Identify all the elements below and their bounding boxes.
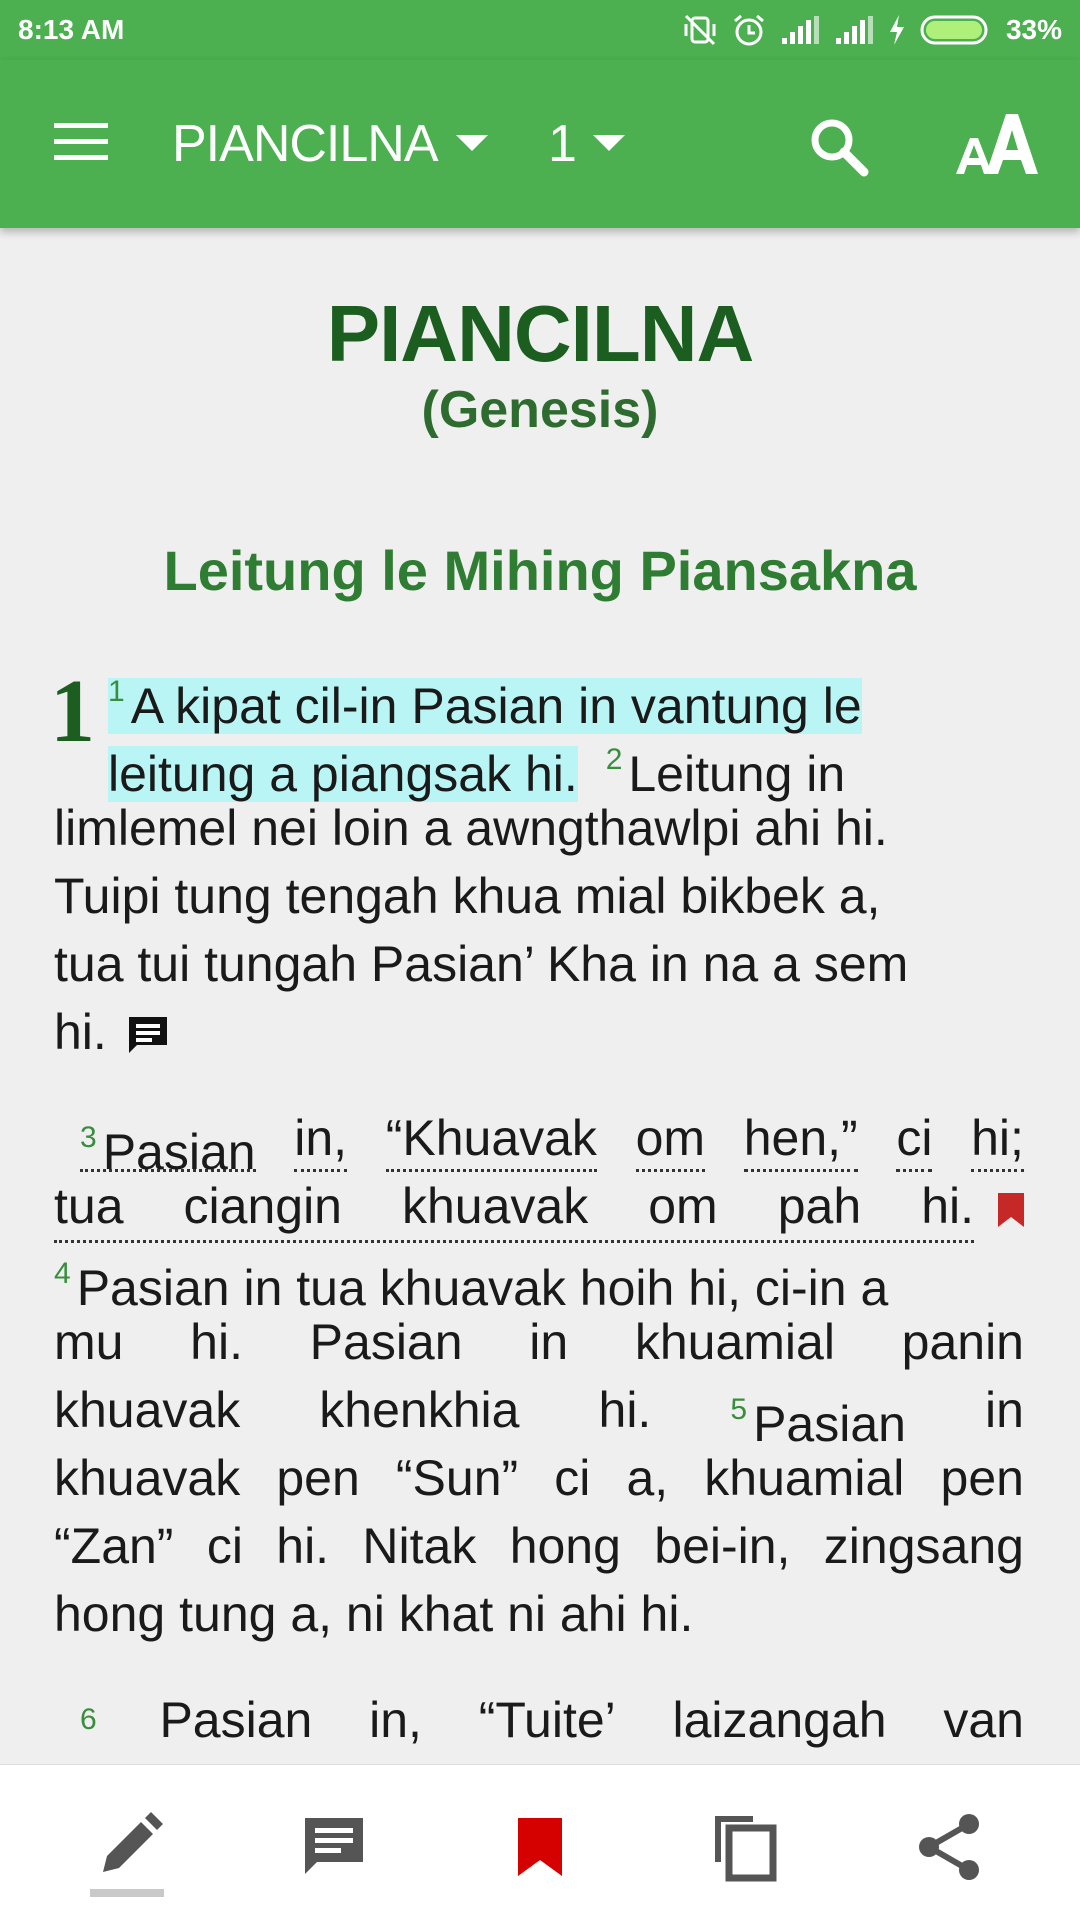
highlight-pen-icon [93, 1812, 163, 1882]
book-title: PIANCILNA [326, 289, 754, 378]
verse-word: “Sun” [395, 1450, 519, 1506]
charging-icon [888, 15, 906, 45]
verse-word: in, [294, 1104, 347, 1172]
dropdown-arrow-icon [593, 135, 625, 153]
verse-text: hi. [54, 1004, 107, 1060]
note-button[interactable] [292, 1805, 376, 1889]
copy-icon [709, 1812, 779, 1882]
signal-icon [834, 16, 874, 44]
verse-word: laizangah [672, 1692, 887, 1748]
verse-line[interactable] [54, 1376, 1024, 1452]
chapter-selector[interactable] [548, 112, 625, 176]
verse-text: $^4$ Pasian in tua khuavak hoih hi, ci-in a [54, 1257, 889, 1316]
verse-word: in [985, 1382, 1024, 1438]
verse-word: khuavak [402, 1178, 589, 1234]
verse-word: ci [206, 1518, 243, 1574]
verse-line[interactable]: limlemel nei loin a awngthawlpi ahi hi. [54, 800, 888, 856]
verse-word: hong [509, 1518, 621, 1574]
bookmark-icon[interactable] [996, 1178, 1026, 1246]
status-time: 8:13 AM [18, 14, 125, 45]
section-heading: Leitung le Mihing Piansakna [163, 539, 917, 602]
chapter-content[interactable] [0, 228, 1080, 1764]
verse-word: om [648, 1178, 718, 1234]
search-icon [806, 114, 870, 178]
book-subtitle: (Genesis) [421, 381, 659, 439]
text-size-button[interactable] [952, 108, 1042, 180]
copy-button[interactable] [702, 1805, 786, 1889]
verse-word: ci [554, 1450, 591, 1506]
verse-word: in, [369, 1692, 422, 1748]
verse-word: Pasian [159, 1692, 313, 1748]
verse-word: panin [901, 1314, 1024, 1370]
verse-segment [54, 1172, 974, 1243]
book-selector[interactable] [172, 112, 488, 176]
share-icon [915, 1812, 985, 1882]
verse-line[interactable]: tua tui tungah Pasian’ Kha in na a sem [54, 936, 909, 992]
verse-number: 5 [730, 1393, 748, 1426]
highlighted-verse-text[interactable]: leitung a piangsak hi. [108, 746, 578, 802]
verse-line[interactable] [54, 1172, 1024, 1240]
alarm-icon [732, 13, 766, 47]
app-bar [0, 60, 1080, 228]
verse-number: 4 [54, 1257, 71, 1290]
chapter-number: 1 [50, 662, 95, 761]
verse-word: pen [276, 1450, 360, 1506]
verse-word: van [943, 1692, 1024, 1748]
verse-word: khuavak [54, 1382, 241, 1438]
verse-word: hi. [190, 1314, 243, 1370]
verse-word: mu [54, 1314, 124, 1370]
chapter-label: 1 [548, 115, 577, 173]
verse-segment [80, 1686, 103, 1754]
menu-button[interactable] [52, 117, 112, 167]
verse-line[interactable] [54, 998, 1024, 1066]
book-name: PIANCILNA [172, 115, 438, 173]
hamburger-menu-icon [52, 117, 112, 167]
verse-word: in [529, 1314, 569, 1370]
verse-word: khuamial [634, 1314, 835, 1370]
verse-line[interactable] [54, 1308, 1024, 1376]
bookmark-button[interactable] [498, 1805, 582, 1889]
verse-word: “Zan” [54, 1518, 174, 1574]
verse-word: khuavak [54, 1450, 241, 1506]
highlight-button[interactable] [86, 1805, 170, 1889]
battery-percent: 33% [1005, 14, 1062, 45]
note-icon [301, 1814, 367, 1880]
verse-text: A kipat cil-in Pasian in vantung le [130, 678, 862, 734]
verse-segment: $^3$ Pasian [80, 1104, 256, 1172]
verse-line[interactable] [54, 1240, 1024, 1316]
verse-number: 6 [80, 1703, 97, 1736]
verse-number: 1 [108, 675, 125, 708]
verse-word: hi. [276, 1518, 330, 1574]
verse-word: Nitak [362, 1518, 477, 1574]
verse-word: pah [777, 1178, 862, 1234]
status-icons [682, 10, 1062, 50]
verse-text: Leitung in [628, 746, 846, 802]
verse-word: hi. [598, 1382, 652, 1438]
verse-word: pen [940, 1450, 1024, 1506]
verse-line[interactable] [80, 1104, 1024, 1180]
battery-icon [920, 15, 992, 45]
verse-word: hen,” [744, 1104, 858, 1172]
note-icon[interactable] [125, 1006, 171, 1074]
verse-word: hi. [921, 1178, 974, 1234]
verse-word: khenkhia [319, 1382, 520, 1438]
verse-word: ci [896, 1104, 932, 1172]
verse-word: om [636, 1104, 705, 1172]
bookmark-icon [515, 1815, 565, 1879]
vibrate-off-icon [682, 14, 718, 46]
highlight-color-indicator [90, 1889, 164, 1897]
verse-line[interactable] [80, 1686, 1024, 1754]
verse-line[interactable]: Tuipi tung tengah khua mial bikbek a, [54, 868, 881, 924]
verse-line[interactable] [108, 726, 968, 802]
verse-number: 2 [605, 743, 623, 776]
verse-segment: $^5$ Pasian [730, 1393, 906, 1452]
verse-word: bei-in, [654, 1518, 791, 1574]
verse-word: ciangin [183, 1178, 342, 1234]
verse-word: a, [626, 1450, 669, 1506]
verse-line[interactable] [54, 1444, 1024, 1512]
verse-word: hi; [971, 1104, 1024, 1172]
dropdown-arrow-icon [456, 135, 488, 153]
verse-line[interactable] [108, 658, 968, 734]
verse-word: zingsang [823, 1518, 1024, 1574]
text-size-icon [952, 108, 1042, 180]
status-bar [0, 0, 1080, 60]
verse-line[interactable]: hong tung a, ni khat ni ahi hi. [54, 1586, 694, 1642]
verse-word: “Tuite’ [478, 1692, 616, 1748]
search-button[interactable] [806, 114, 870, 178]
signal-icon [780, 16, 820, 44]
verse-word: khuamial [704, 1450, 905, 1506]
bottom-action-bar [0, 1764, 1080, 1920]
verse-word: “Khuavak [386, 1104, 597, 1172]
verse-word: tua [54, 1178, 124, 1234]
verse-word: Pasian [309, 1314, 463, 1370]
share-button[interactable] [908, 1805, 992, 1889]
verse-number: 3 [80, 1121, 97, 1154]
verse-line[interactable] [54, 1512, 1024, 1580]
